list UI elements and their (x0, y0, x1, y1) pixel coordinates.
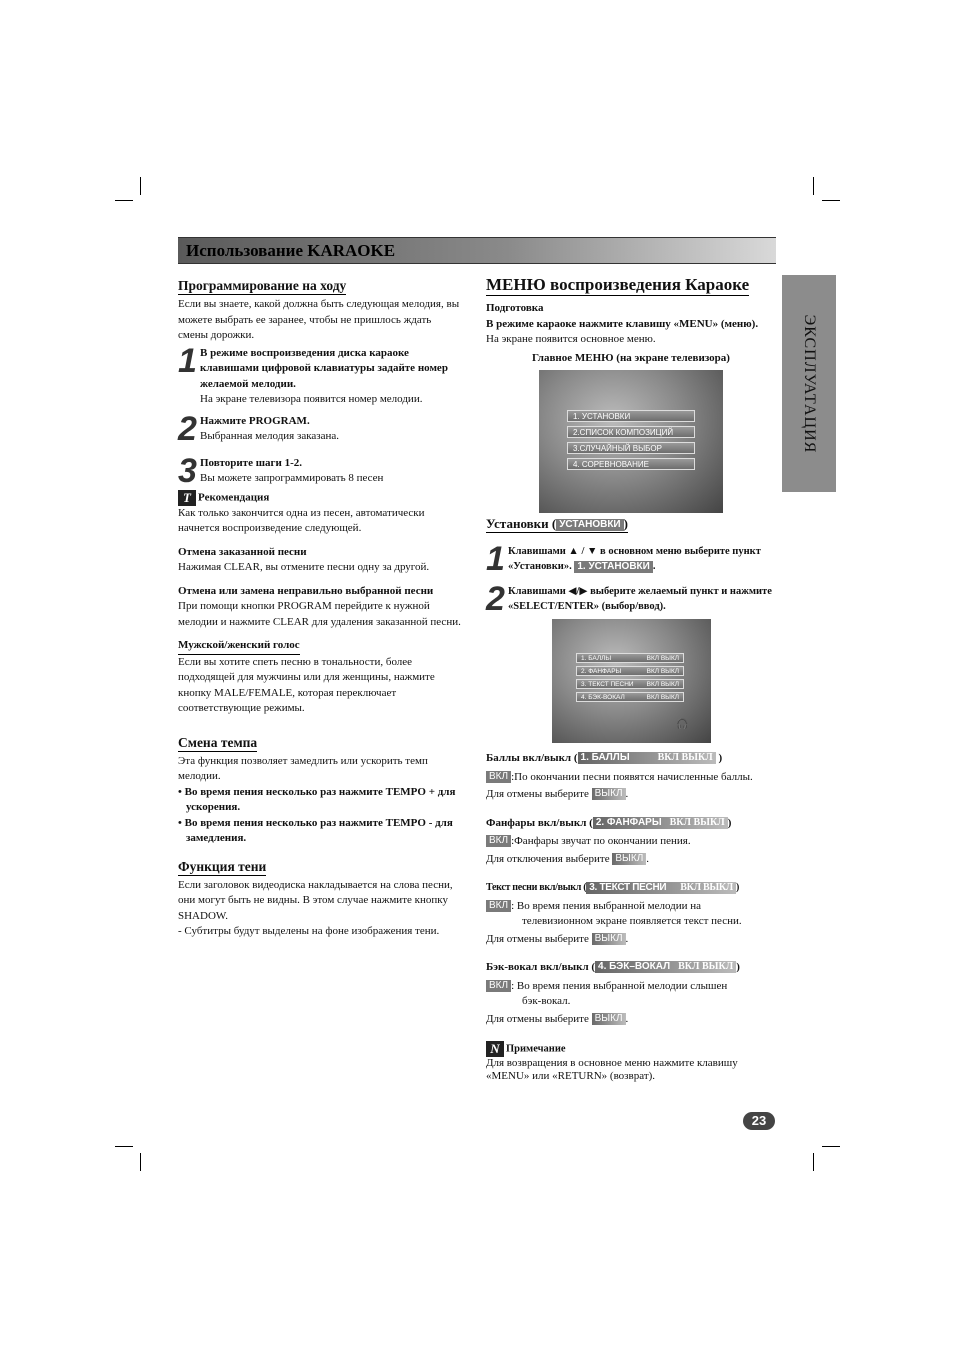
setup-step-1: 1 Клавишами ▲ / ▼ в основном меню выберите пункт «Установки». 1. УСТАНОВКИ . (486, 539, 761, 578)
banner-title: Использование KARAOKE (186, 241, 396, 260)
replace-text: При помощи кнопки PROGRAM перейдите к нужной мелодии и нажмите CLEAR для удаления заказанной песни. (178, 600, 461, 628)
tempo-text: Эта функция позволяет замедлить или ускорить темп мелодии. (178, 754, 428, 783)
arrow-right-icon: ▶ (579, 585, 588, 597)
settings-item[interactable]: 3. ТЕКСТ ПЕСНИ ВКЛ ВЫКЛ (576, 679, 684, 689)
setup-heading: Установки ( УСТАНОВКИ ) (486, 516, 628, 531)
shadow-heading: Функция тени (178, 858, 267, 874)
step-number: 1 (178, 341, 197, 380)
arrow-left-icon: ◀ (568, 585, 577, 597)
headphone-icon: 🎧 (676, 719, 689, 730)
on-tag: ВКЛ (486, 771, 511, 783)
side-tab-label: ЭКСПЛУАТАЦИЯ (801, 314, 818, 453)
on-tag: ВКЛ (486, 980, 511, 992)
note-label: Примечание (506, 1043, 566, 1055)
on-tag: ВКЛ (486, 835, 511, 847)
setup-step-tag: 1. УСТАНОВКИ (574, 561, 653, 573)
cancel-heading: Отмена заказанной песни (178, 545, 307, 558)
main-menu-item[interactable]: 4. СОРЕВНОВАНИЕ (567, 458, 695, 470)
option-on-text: :По окончании песни появятся начисленные баллы. (511, 770, 753, 783)
arrow-up-icon: ▲ (568, 545, 579, 557)
on-tag: ВКЛ (486, 900, 511, 912)
option-off-text: Для отмены выберите (486, 932, 589, 945)
settings-screen (552, 619, 711, 743)
settings-item[interactable]: 4. БЭК-ВОКАЛ ВКЛ ВЫКЛ (576, 692, 684, 702)
note-icon: N (486, 1041, 504, 1057)
tip-text: Как только закончится одна из песен, автоматически начнется воспроизведение следующей. (178, 506, 425, 535)
note-text: Для возвращения в основное меню нажмите клавишу «MENU» или «RETURN» (возврат). (486, 1057, 738, 1083)
tempo-bullet: • Во время пения несколько раз нажмите TEMPO - для замедления. (178, 816, 453, 845)
page-number: 23 (743, 1112, 775, 1130)
prep-instruction: В режиме караоке нажмите клавишу «MENU» (меню). (486, 317, 759, 330)
crop-mark (822, 200, 840, 201)
off-tag: ВЫКЛ (592, 788, 626, 800)
step-instruction: Нажмите PROGRAM. (200, 414, 310, 427)
replace-heading: Отмена или замена неправильно выбранной песни (178, 584, 434, 597)
option-on-text-2: бэк-вокал. (522, 995, 571, 1007)
crop-mark (140, 1153, 141, 1171)
crop-mark (115, 200, 133, 201)
shadow-text-2: - Субтитры будут выделены на фоне изображения тени. (178, 925, 440, 938)
main-menu-item[interactable]: 3.СЛУЧАЙНЫЙ ВЫБОР (567, 442, 695, 454)
crop-mark (822, 1146, 840, 1147)
prog-heading: Программирование на ходу (178, 278, 347, 293)
tip-label: Рекомендация (198, 491, 270, 504)
step-1 (178, 341, 464, 408)
tip-icon: T (178, 490, 196, 506)
tempo-heading: Смена темпа (178, 734, 258, 750)
menu-heading: МЕНЮ воспроизведения Караоке (486, 275, 750, 294)
setup-step-2: 2 Клавишами ◀/▶ выберите желаемый пункт и нажмите «SELECT/ENTER» (выбор/ввод). (486, 579, 772, 618)
voice-text: Если вы хотите спеть песню в тональности, более подходящей для мужчины или для женщины, нажмите кнопку MALE/FEMALE, которая переключает соответствующие режимы. (178, 655, 435, 715)
setup-tag: УСТАНОВКИ (556, 519, 623, 531)
off-tag: ВЫКЛ (592, 1013, 626, 1025)
step-result: Вы можете запрограммировать 8 песен (200, 472, 384, 484)
main-menu-item[interactable]: 1. УСТАНОВКИ (567, 410, 695, 422)
step-number: 2 (178, 409, 197, 448)
settings-item[interactable]: 2. ФАНФАРЫ ВКЛ ВЫКЛ (576, 666, 684, 676)
voice-heading: Мужской/женский голос (178, 638, 300, 655)
option-heading-lyrics: Текст песни вкл/выкл ( 3. ТЕКСТ ПЕСНИ ВКЛ ВЫКЛ ) (486, 881, 739, 893)
option-on-text: : Во время пения выбранной мелодии на (511, 899, 702, 912)
cancel-text: Нажимая CLEAR, вы отмените песни одну за другой. (178, 561, 430, 574)
step-result: На экране телевизора появится номер мелодии. (200, 393, 423, 405)
options-section: Баллы вкл/выкл ( 1. БАЛЛЫ ВКЛ ВЫКЛ ) ВКЛ :По окончании песни появятся начисленные баллы. Для отмены выберите ВЫКЛ . Фанфары вкл/выкл ( 2. ФАНФАРЫ ВКЛ ВЫКЛ ) ВКЛ :Фанфары звучат по окончании пения. Для отключения выберите ВЫКЛ . Текст песни вкл/выкл ( 3. ТЕКСТ ПЕСНИ ВКЛ ВЫКЛ ) ВКЛ : Во время пения выбранной мелодии на телевизионном экране появляется текст песни. Для отмены выберите ВЫКЛ . Бэк-вокал вкл/выкл ( 4. БЭК–ВОКАЛ ВКЛ ВЫКЛ ) ВКЛ : Во время пения выбранной мелодии слышен бэк-вокал. Для отмены выберите ВЫКЛ . N Примечание Для возвращения в основное меню нажмите клавишу «MENU» или «RETURN» (возврат). (486, 751, 786, 1083)
right-column (486, 275, 776, 366)
option-on-text: :Фанфары звучат по окончании пения. (511, 835, 691, 847)
step-instruction: В режиме воспроизведения диска караоке клавишами цифровой клавиатуры задайте номер желаемой мелодии. (200, 346, 448, 390)
option-off-text: Для отмены выберите (486, 788, 589, 800)
tempo-bullet: • Во время пения несколько раз нажмите TEMPO + для ускорения. (178, 785, 456, 814)
off-tag: ВЫКЛ (592, 933, 626, 945)
crop-mark (813, 1153, 814, 1171)
option-heading-backing: Бэк-вокал вкл/выкл ( 4. БЭК–ВОКАЛ ВКЛ ВЫКЛ ) (486, 961, 740, 973)
main-menu-caption: Главное МЕНЮ (на экране телевизора) (532, 351, 730, 364)
option-off-text: Для отключения выберите (486, 852, 610, 865)
option-on-text: : Во время пения выбранной мелодии слышен (511, 979, 728, 992)
crop-mark (115, 1146, 133, 1147)
settings-item[interactable]: 1. БАЛЛЫ ВКЛ ВЫКЛ (576, 653, 684, 663)
left-column (178, 278, 464, 940)
prep-heading: Подготовка (486, 302, 544, 314)
side-tab (782, 275, 836, 492)
shadow-text: Если заголовок видеодиска накладывается на слова песни, они могут быть не видны. В этом случае нажмите кнопку SHADOW. (178, 878, 453, 922)
option-on-text-2: телевизионном экране появляется текст песни. (522, 915, 742, 927)
step-instruction: Повторите шаги 1-2. (200, 456, 302, 469)
main-menu-screen (539, 370, 723, 513)
prog-text: Если вы знаете, какой должна быть следующая мелодия, вы можете выбрать ее заранее, чтобы не пришлось ждать смены дорожки. (178, 298, 460, 341)
step-number: 3 (178, 451, 197, 490)
main-menu-item[interactable]: 2.СПИСОК КОМПОЗИЦИЙ (567, 426, 695, 438)
prep-text: На экране появится основное меню. (486, 333, 656, 345)
step-result: Выбранная мелодия заказана. (200, 430, 340, 442)
option-heading-fanfare: Фанфары вкл/выкл ( 2. ФАНФАРЫ ВКЛ ВЫКЛ ) (486, 816, 732, 829)
setup-section (486, 516, 776, 624)
section-banner (178, 237, 776, 264)
arrow-down-icon: ▼ (587, 545, 598, 557)
step-2 (178, 409, 464, 454)
option-heading-scores: Баллы вкл/выкл ( 1. БАЛЛЫ ВКЛ ВЫКЛ ) (486, 752, 723, 764)
off-tag: ВЫКЛ (612, 853, 646, 865)
step-3 (178, 451, 464, 496)
crop-mark (813, 177, 814, 195)
crop-mark (140, 177, 141, 195)
option-off-text: Для отмены выберите (486, 1012, 589, 1025)
